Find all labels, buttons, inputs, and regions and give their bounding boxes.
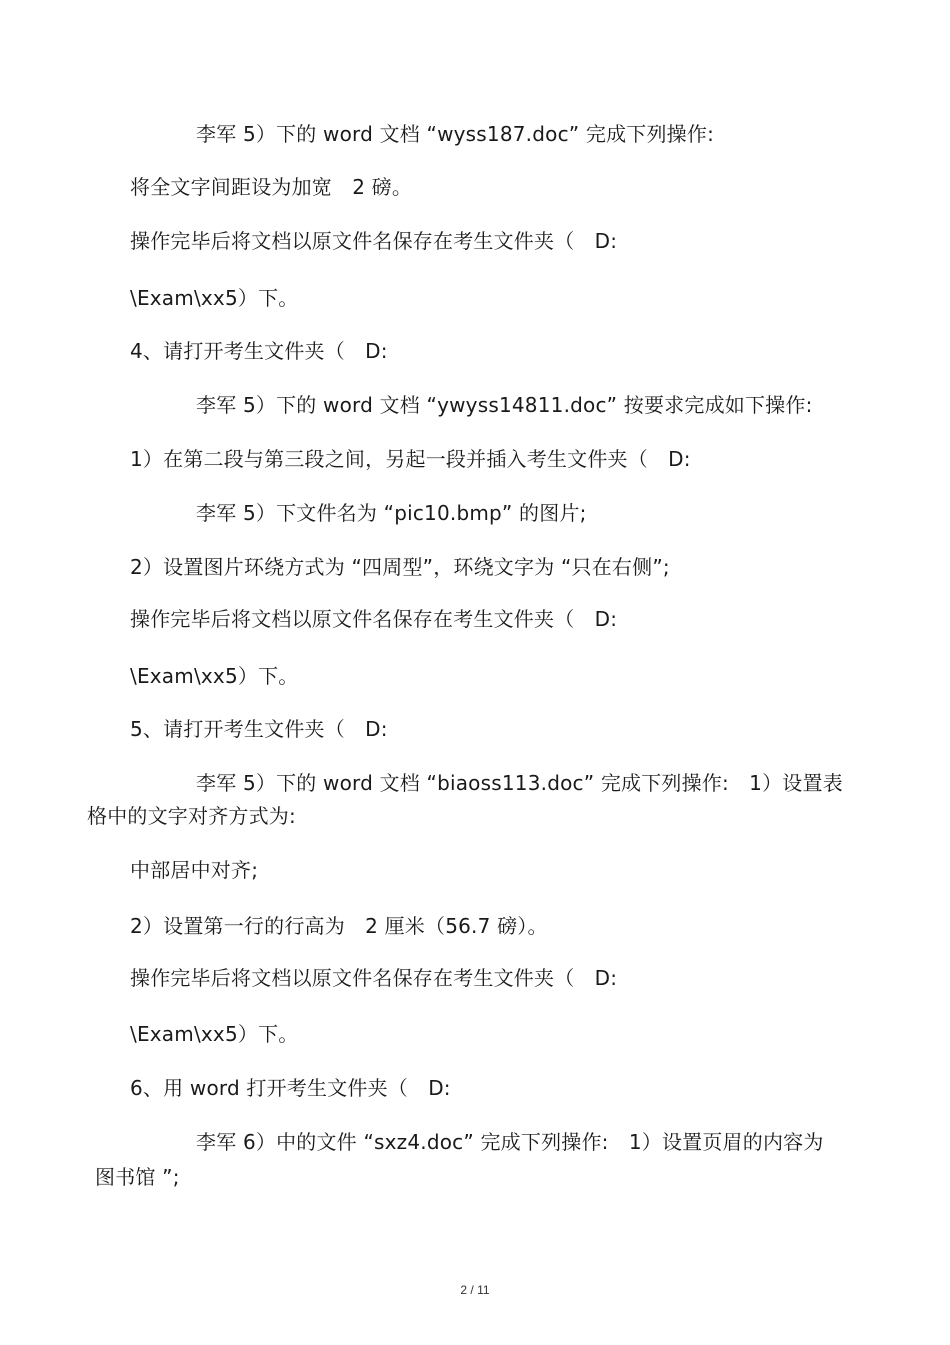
paragraph-line: 李军 5）下的 word 文档 “biaoss113.doc” 完成下列操作: 1）设置表 xyxy=(196,771,843,795)
paragraph-line: \Exam\xx5）下。 xyxy=(130,664,299,688)
paragraph-line: 4、请打开考生文件夹（ D: xyxy=(130,339,388,363)
paragraph-line: 中部居中对齐; xyxy=(130,858,259,882)
paragraph-line: 格中的文字对齐方式为: xyxy=(87,804,296,828)
paragraph-line: 6、用 word 打开考生文件夹（ D: xyxy=(130,1076,451,1100)
paragraph-line: 李军 5）下的 word 文档 “ywyss14811.doc” 按要求完成如下操作: xyxy=(196,393,813,417)
paragraph-line: \Exam\xx5）下。 xyxy=(130,286,299,310)
paragraph-line: 2）设置图片环绕方式为 “四周型”，环绕文字为 “只在右侧”; xyxy=(130,555,670,579)
paragraph-line: 将全文字间距设为加宽 2 磅。 xyxy=(130,175,413,199)
paragraph-line: 图书馆 ”; xyxy=(95,1165,180,1189)
paragraph-line: \Exam\xx5）下。 xyxy=(130,1022,299,1046)
paragraph-line: 李军 5）下文件名为 “pic10.bmp” 的图片; xyxy=(196,501,587,525)
paragraph-line: 1）在第二段与第三段之间，另起一段并插入考生文件夹（ D: xyxy=(130,447,691,471)
paragraph-line: 2）设置第一行的行高为 2 厘米（56.7 磅）。 xyxy=(130,914,548,938)
paragraph-line: 操作完毕后将文档以原文件名保存在考生文件夹（ D: xyxy=(130,966,618,990)
paragraph-line: 操作完毕后将文档以原文件名保存在考生文件夹（ D: xyxy=(130,229,618,253)
paragraph-line: 操作完毕后将文档以原文件名保存在考生文件夹（ D: xyxy=(130,607,618,631)
paragraph-line: 5、请打开考生文件夹（ D: xyxy=(130,717,388,741)
paragraph-line: 李军 6）中的文件 “sxz4.doc” 完成下列操作: 1）设置页眉的内容为 xyxy=(196,1130,824,1154)
paragraph-line: 李军 5）下的 word 文档 “wyss187.doc” 完成下列操作: xyxy=(196,122,715,146)
page-number: 2 / 11 xyxy=(460,1283,490,1297)
